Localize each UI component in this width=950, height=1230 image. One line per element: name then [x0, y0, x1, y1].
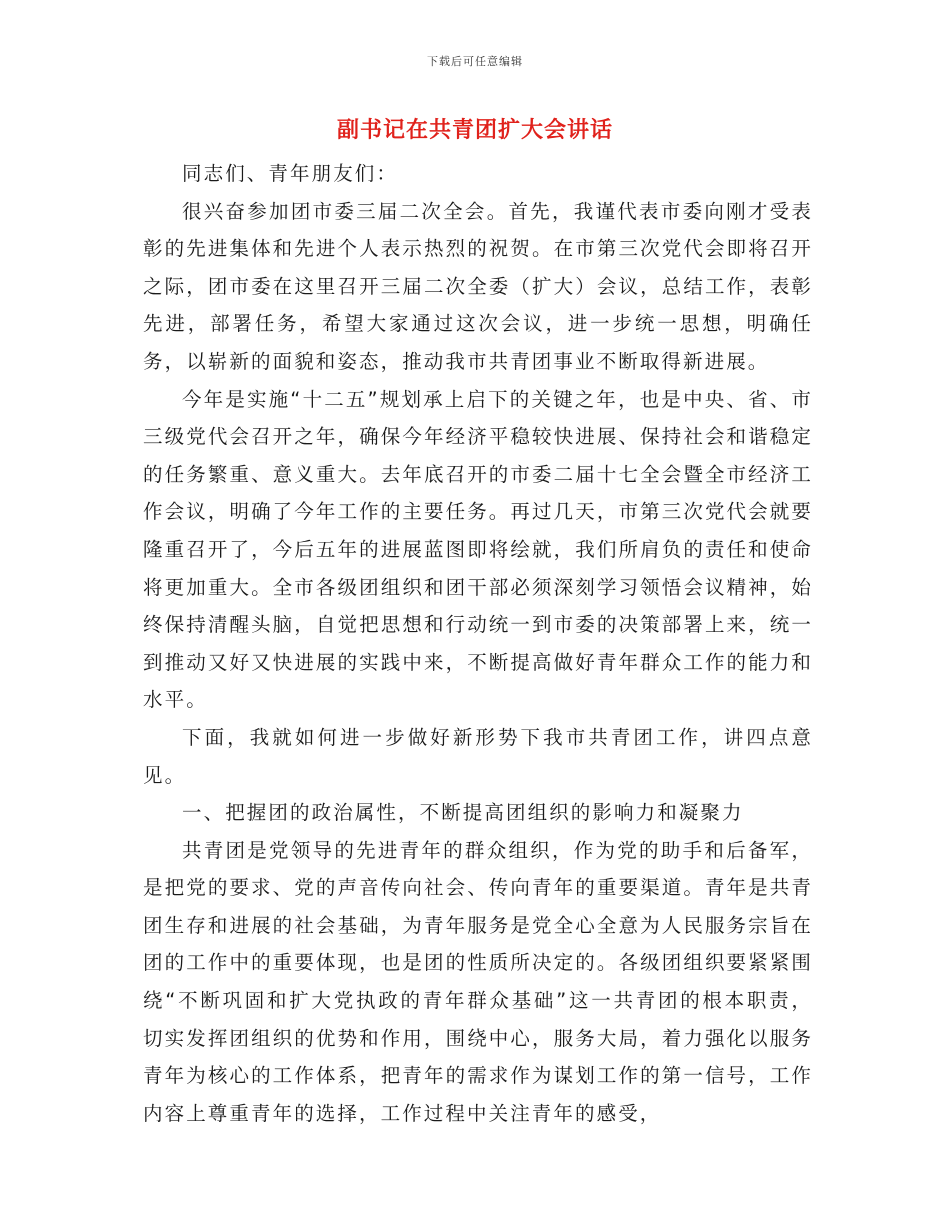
document-body	[143, 155, 813, 1132]
header-note: 下载后可任意编辑	[427, 55, 523, 68]
document-title: 副书记在共青团扩大会讲话	[336, 118, 613, 143]
paragraph-salutation: 同志们、青年朋友们：	[182, 162, 399, 185]
paragraph: 今年是实施“十二五”规划承上启下的关键之年，也是中央、省、市三级党代会召开之年，确保今年经济平稳较快进展、保持社会和谐稳定的任务繁重、意义重大。去年底召开的市委二届十七全会暨全市经济工作会议，明确了今年工作的主要任务。再过几天，市第三次党代会就要隆重召开了，今后五年的进展蓝图即将绘就，我们所肩负的责任和使命将更加重大。全市各级团组织和团干部必须深刻学习领悟会议精神，始终保持清醒头脑，自觉把思想和行动统一到市委的决策部署上来，统一到推动又好又快进展的实践中来，不断提高做好青年群众工作的能力和水平。	[143, 387, 813, 712]
paragraph: 很兴奋参加团市委三届二次全会。首先，我谨代表市委向刚才受表彰的先进集体和先进个人表示热烈的祝贺。在市第三次党代会即将召开之际，团市委在这里召开三届二次全委（扩大）会议，总结工作，表彰先进，部署任务，希望大家通过这次会议，进一步统一思想，明确任务，以崭新的面貌和姿态，推动我市共青团事业不断取得新进展。	[143, 199, 813, 373]
paragraph: 下面，我就如何进一步做好新形势下我市共青团工作，讲四点意见。	[143, 725, 813, 787]
section-heading: 一、把握团的政治属性，不断提高团组织的影响力和凝聚力	[182, 801, 744, 825]
paragraph: 共青团是党领导的先进青年的群众组织，作为党的助手和后备军，是把党的要求、党的声音传向社会、传向青年的重要渠道。青年是共青团生存和进展的社会基础，为青年服务是党全心全意为人民服务宗旨在团的工作中的重要体现，也是团的性质所决定的。各级团组织要紧紧围绕“不断巩固和扩大党执政的青年群众基础”这一共青团的根本职责，切实发挥团组织的优势和作用，围绕中心，服务大局，着力强化以服务青年为核心的工作体系，把青年的需求作为谋划工作的第一信号，工作内容上尊重青年的选择，工作过程中关注青年的感受，	[143, 838, 813, 1125]
